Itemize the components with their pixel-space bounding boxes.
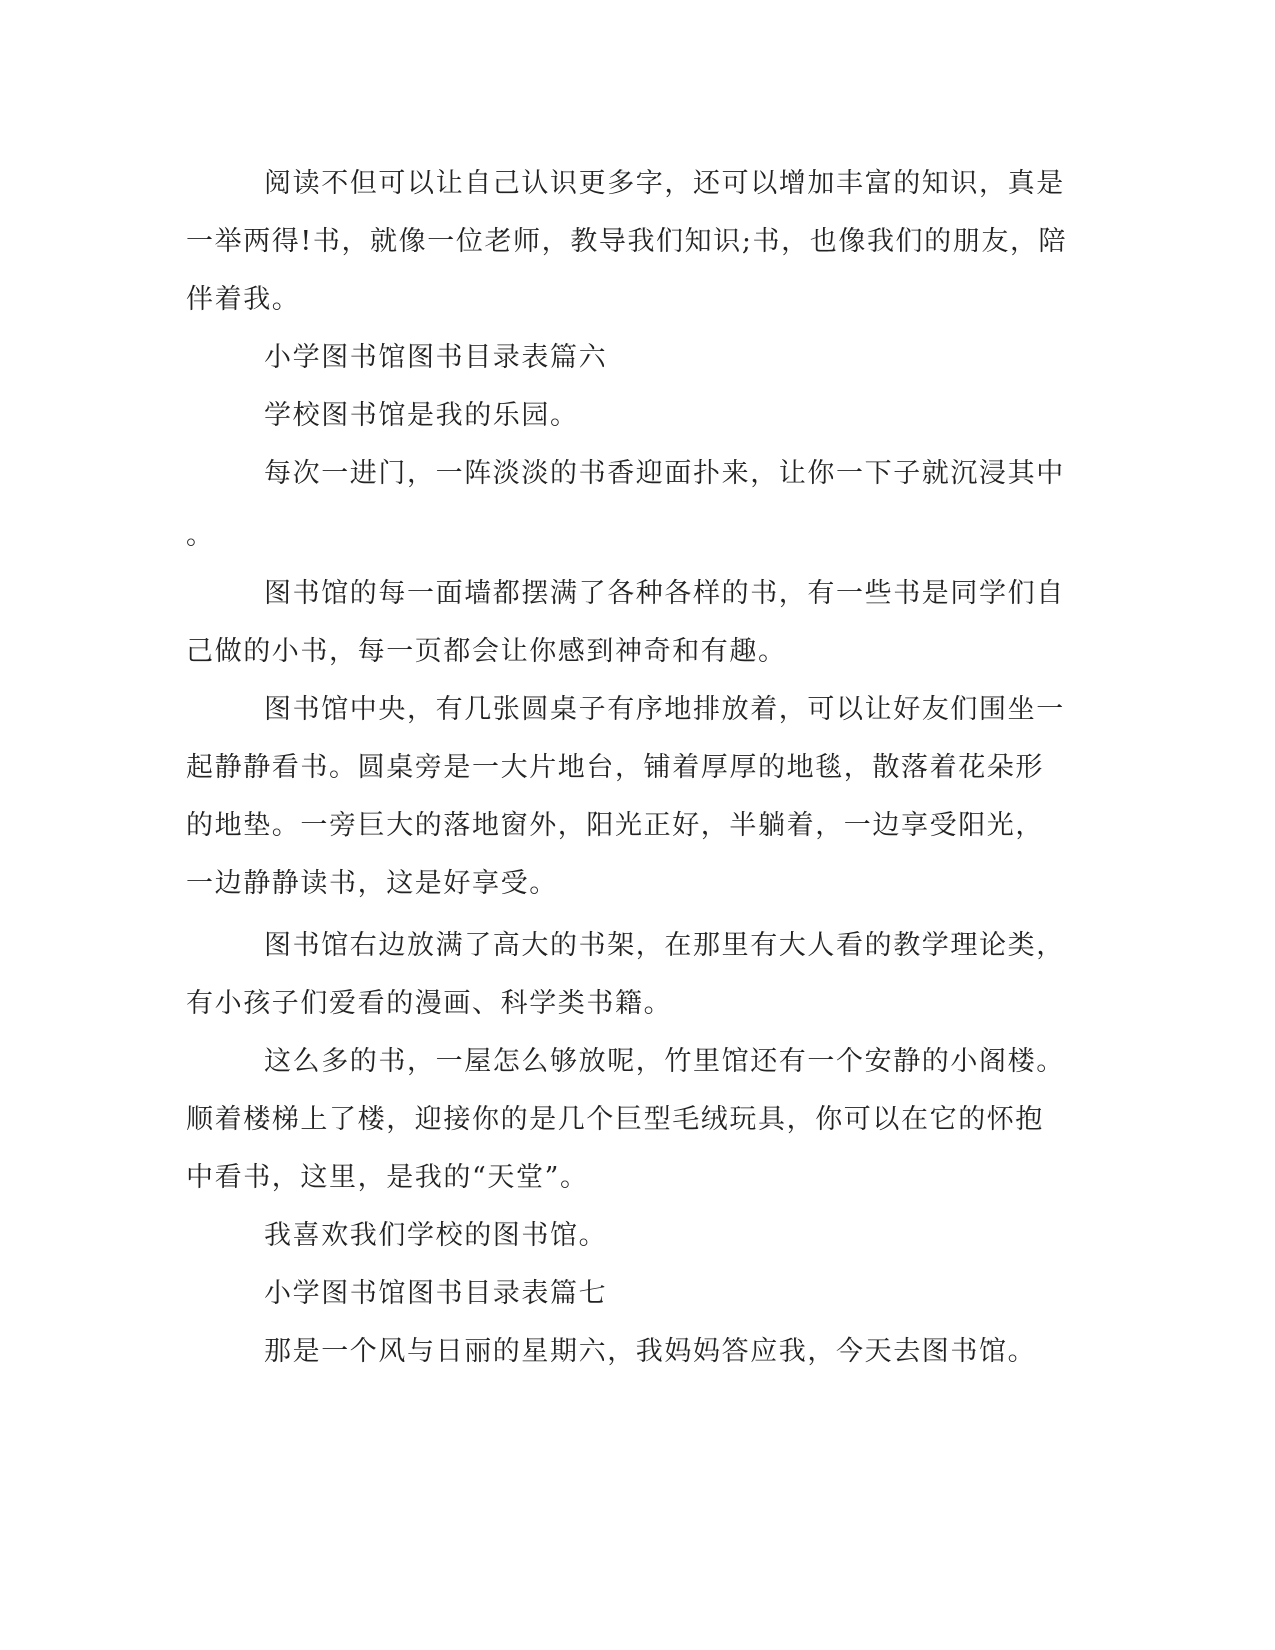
paragraph-line: 起静静看书。圆桌旁是一大片地台，铺着厚厚的地毯，散落着花朵形 <box>186 752 1044 783</box>
paragraph-line: 己做的小书，每一页都会让你感到神奇和有趣。 <box>186 636 787 667</box>
paragraph-line: 那是一个风与日丽的星期六，我妈妈答应我，今天去图书馆。 <box>264 1336 1037 1367</box>
paragraph-line: 有小孩子们爱看的漫画、科学类书籍。 <box>186 988 673 1019</box>
paragraph-line: 图书馆右边放满了高大的书架，在那里有大人看的教学理论类， <box>264 930 1065 961</box>
paragraph-line: 。 <box>186 520 215 551</box>
paragraph-line: 一边静静读书，这是好享受。 <box>186 868 558 899</box>
paragraph-line: 伴着我。 <box>186 284 301 315</box>
paragraph-line: 图书馆中央，有几张圆桌子有序地排放着，可以让好友们围坐一 <box>264 694 1065 725</box>
paragraph-line: 每次一进门，一阵淡淡的书香迎面扑来，让你一下子就沉浸其中 <box>264 458 1065 489</box>
paragraph-line: 的地垫。一旁巨大的落地窗外，阳光正好，半躺着，一边享受阳光， <box>186 810 1044 841</box>
section-heading: 小学图书馆图书目录表篇六 <box>264 342 608 373</box>
paragraph-line: 我喜欢我们学校的图书馆。 <box>264 1220 608 1251</box>
paragraph-line: 阅读不但可以让自己认识更多字，还可以增加丰富的知识，真是 <box>264 168 1065 199</box>
paragraph-line: 一举两得!书，就像一位老师，教导我们知识;书，也像我们的朋友，陪 <box>186 226 1068 257</box>
paragraph-line: 这么多的书，一屋怎么够放呢，竹里馆还有一个安静的小阁楼。 <box>264 1046 1065 1077</box>
paragraph-line: 中看书，这里，是我的“天堂”。 <box>186 1162 589 1193</box>
paragraph-line: 顺着楼梯上了楼，迎接你的是几个巨型毛绒玩具，你可以在它的怀抱 <box>186 1104 1044 1135</box>
paragraph-line: 图书馆的每一面墙都摆满了各种各样的书，有一些书是同学们自 <box>264 578 1065 609</box>
paragraph-line: 学校图书馆是我的乐园。 <box>264 400 579 431</box>
section-heading: 小学图书馆图书目录表篇七 <box>264 1278 608 1309</box>
